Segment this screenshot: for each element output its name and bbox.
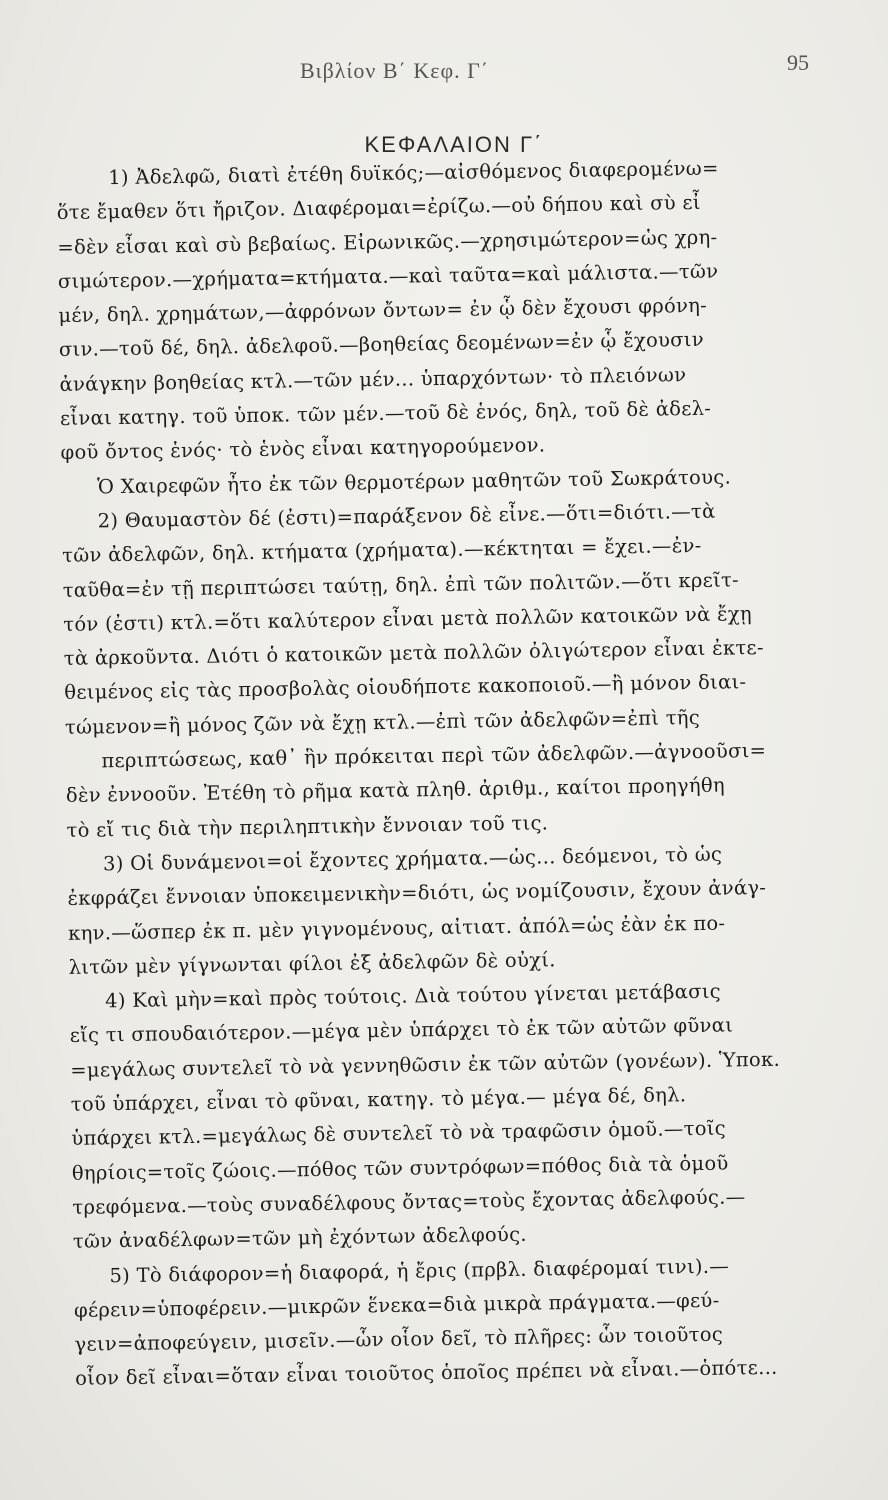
text-line: 4) Καὶ μὴν=καὶ πρὸς τούτοις. Διὰ τούτου γίνεται μετάβασις <box>105 979 722 1013</box>
text-line: γειν=ἀποφεύγειν, μισεῖν.—ὧν οἷον δεῖ, τὸ πλῆρες: ὧν τοιοῦτος <box>74 1322 724 1356</box>
chapter-title: ΚΕΦΑΛΑΙΟΝ Γ΄ <box>364 132 544 157</box>
text-line: δὲν ἐννοοῦν. Ἐτέθη τὸ ρῆμα κατὰ πληθ. ἀριθμ., καίτοι προηγήθη <box>65 773 726 808</box>
text-line: φέρειν=ὑποφέρειν.—μικρῶν ἕνεκα=διὰ μικρὰ πράγματα.—φεύ- <box>73 1288 720 1322</box>
text-line: λιτῶν μὲν γίγνωνται φίλοι ἐξ ἀδελφῶν δὲ οὐχί. <box>68 948 556 979</box>
page-header <box>0 46 888 86</box>
text-line: τρεφόμενα.—τοὺς συναδέλφους ὄντας=τοὺς ἔχοντας ἀδελφούς.— <box>72 1185 746 1219</box>
text-line: 3) Οἱ δυνάμενοι=οἱ ἔχοντες χρήματα.—ὡς... δεόμενοι, τὸ ὡς <box>102 842 723 876</box>
text-line: εἴς τι σπουδαιότερον.—μέγα μὲν ὑπάρχει τὸ ἐκ τῶν αὐτῶν φῦναι <box>69 1013 734 1048</box>
text-line: ἀνάγκην βοηθείας κτλ.—τῶν μέν... ὑπαρχόντων· τὸ πλειόνων <box>59 362 687 396</box>
text-line: =μεγάλως συντελεῖ τὸ νὰ γεννηθῶσιν ἐκ τῶν αὐτῶν (γονέων). Ὑποκ. <box>70 1047 781 1082</box>
text-line: θηρίοις=τοῖς ζώοις.—πόθος τῶν συντρόφων=πόθος διὰ τὰ ὁμοῦ <box>71 1151 729 1185</box>
text-line: ὑπάρχει κτλ.=μεγάλως δὲ συντελεῖ τὸ νὰ τραφῶσιν ὁμοῦ.—τοῖς <box>71 1116 727 1151</box>
text-line: =δὲν εἶσαι καὶ σὺ βεβαίως. Εἰρωνικῶς.—χρησιμώτερον=ὡς χρη- <box>57 225 718 259</box>
text-line: 5) Τὸ διάφορον=ἡ διαφορά, ἡ ἔρις (πρβλ. διαφέρομαί τινι).— <box>109 1254 730 1287</box>
text-line: τώμενον=ἢ μόνος ζῶν νὰ ἔχῃ κτλ.—ἐπὶ τῶν ἀδελφῶν=ἐπὶ τῆς <box>64 705 701 739</box>
text-line: σιν.—τοῦ δέ, δηλ. ἀδελφοῦ.—βοηθείας δεομένων=ἐν ᾧ ἔχουσιν <box>58 328 705 362</box>
text-line: τῶν ἀναδέλφων=τῶν μὴ ἐχόντων ἀδελφούς. <box>72 1222 528 1254</box>
text-line: τῶν ἀδελφῶν, δηλ. κτήματα (χρήματα).—κέκτηται = ἔχει.—ἐν- <box>62 534 702 568</box>
text-line: τόν (ἐστι) κτλ.=ὅτι καλύτερον εἶναι μετὰ πολλῶν κατοικῶν νὰ ἔχῃ <box>63 601 753 636</box>
text-line: οἷον δεῖ εἶναι=ὅταν εἶναι τοιοῦτος ὁποῖος πρέπει νὰ εἶναι.—ὁπότε... <box>74 1356 778 1391</box>
text-line: φοῦ ὄντος ἑνός· τὸ ἑνὸς εἶναι κατηγορούμενον. <box>60 433 546 465</box>
text-line: ἐκφράζει ἔννοιαν ὑποκειμενικὴν=διότι, ὡς νομίζουσιν, ἔχουν ἀνάγ- <box>67 876 767 911</box>
text-line: μέν, δηλ. χρημάτων,—ἀφρόνων ὄντων= ἐν ᾧ δὲν ἔχουσι φρόνη- <box>58 293 708 328</box>
text-line: ταῦθα=ἐν τῇ περιπτώσει ταύτῃ, δηλ. ἐπὶ τῶν πολιτῶν.—ὅτι κρεῖτ- <box>62 567 740 602</box>
text-line: τὸ εἴ τις διὰ τὴν περιληπτικὴν ἔννοιαν τοῦ τις. <box>66 810 549 842</box>
text-line: κην.—ὥσπερ ἐκ π. μὲν γιγνομένους, αἰτιατ. ἀπόλ=ὡς ἐὰν ἐκ πο- <box>67 911 726 945</box>
text-line: ὅτε ἔμαθεν ὅτι ἤριζον. Διαφέρομαι=ἐρίζω.—οὐ δήπου καὶ σὺ εἶ <box>56 191 701 225</box>
text-line: σιμώτερον.—χρήματα=κτήματα.—καὶ ταῦτα=καὶ μάλιστα.—τῶν <box>57 259 719 293</box>
text-line: τὰ ἀρκοῦντα. Διότι ὁ κατοικῶν μετὰ πολλῶν ὀλιγώτερον εἶναι ἐκτε- <box>63 636 764 671</box>
text-line: εἶναι κατηγ. τοῦ ὑποκ. τῶν μέν.—τοῦ δὲ ἑνός, δηλ, τοῦ δὲ ἀδελ- <box>59 396 712 431</box>
text-line: περιπτώσεως, καθ᾽ ἣν πρόκειται περὶ τῶν ἀδελφῶν.—ἀγνοοῦσι= <box>101 738 767 773</box>
commentary-text <box>56 150 843 1397</box>
text-line: θειμένος εἰς τὰς προσβολὰς οἱουδήποτε κακοποιοῦ.—ἢ μόνον διαι- <box>64 670 747 705</box>
text-line: τοῦ ὑπάρχει, εἶναι τὸ φῦναι, κατηγ. τὸ μέγα.— μέγα δέ, δηλ. <box>70 1083 687 1116</box>
text-line: Ὁ Χαιρεφῶν ἦτο ἐκ τῶν θερμοτέρων μαθητῶν τοῦ Σωκράτους. <box>96 465 732 499</box>
text-line: 2) Θαυμαστὸν δέ (ἐστι)=παράξενον δὲ εἶνε.—ὅτι=διότι.—τὰ <box>97 499 716 533</box>
running-title: Βιβλίον Β΄ Κεφ. Γ΄ <box>300 58 490 83</box>
text-line: 1) Ἀδελφῶ, διατὶ ἐτέθη δυϊκός;—αἰσθόμενος διαφερομένω= <box>108 156 719 190</box>
page-number: 95 <box>787 50 809 75</box>
